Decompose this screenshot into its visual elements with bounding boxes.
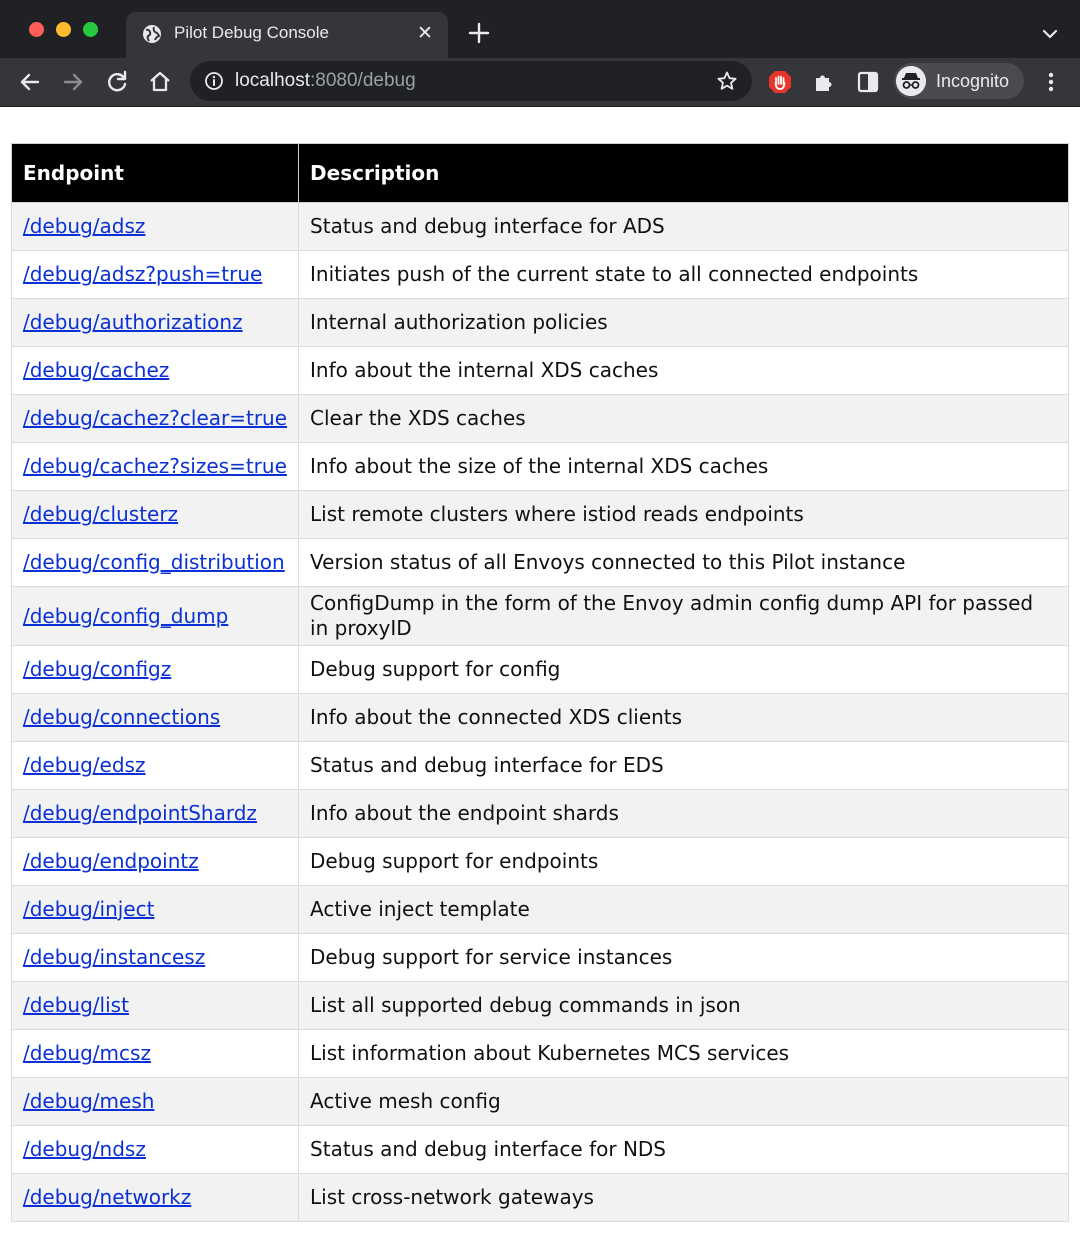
endpoint-link[interactable]: /debug/edsz	[23, 753, 146, 777]
table-row	[12, 251, 1069, 299]
url-host: localhost	[235, 70, 310, 91]
description-cell: Debug support for endpoints	[299, 838, 1069, 886]
table-row	[12, 694, 1069, 742]
description-cell: Active mesh config	[299, 1078, 1069, 1126]
table-row	[12, 347, 1069, 395]
table-row	[12, 1078, 1069, 1126]
endpoint-link[interactable]: /debug/mesh	[23, 1089, 155, 1113]
more-icon[interactable]	[1038, 69, 1064, 95]
table-row	[12, 838, 1069, 886]
table-row	[12, 203, 1069, 251]
endpoint-cell	[12, 1174, 299, 1222]
endpoint-cell	[12, 347, 299, 395]
home-icon[interactable]	[147, 69, 173, 95]
endpoint-link[interactable]: /debug/mcsz	[23, 1041, 151, 1065]
debug-endpoints-table	[11, 143, 1069, 1222]
plus-icon[interactable]	[466, 20, 492, 46]
description-cell: List information about Kubernetes MCS services	[299, 1030, 1069, 1078]
adblock-icon[interactable]	[767, 69, 793, 95]
endpoint-cell	[12, 646, 299, 694]
endpoint-link[interactable]: /debug/config_distribution	[23, 550, 285, 574]
endpoint-link[interactable]: /debug/connections	[23, 705, 221, 729]
endpoint-cell	[12, 838, 299, 886]
window-close-button[interactable]	[29, 22, 44, 37]
endpoint-cell	[12, 742, 299, 790]
table-body	[12, 203, 1069, 1222]
table-row	[12, 587, 1069, 646]
description-cell: List remote clusters where istiod reads endpoints	[299, 491, 1069, 539]
endpoint-link[interactable]: /debug/config_dump	[23, 603, 229, 628]
endpoint-cell	[12, 982, 299, 1030]
address-bar[interactable]	[190, 61, 752, 101]
endpoint-link[interactable]: /debug/clusterz	[23, 502, 179, 526]
endpoint-link[interactable]: /debug/configz	[23, 657, 172, 681]
endpoint-link[interactable]: /debug/cachez	[23, 358, 170, 382]
endpoint-cell	[12, 790, 299, 838]
sidepanel-icon[interactable]	[855, 69, 881, 95]
description-cell: Version status of all Envoys connected to this Pilot instance	[299, 539, 1069, 587]
description-cell: Status and debug interface for ADS	[299, 203, 1069, 251]
description-cell: Info about the endpoint shards	[299, 790, 1069, 838]
endpoint-link[interactable]: /debug/ndsz	[23, 1137, 146, 1161]
endpoint-cell	[12, 1030, 299, 1078]
window-maximize-button[interactable]	[83, 22, 98, 37]
reload-icon[interactable]	[104, 69, 130, 95]
incognito-profile-button[interactable]	[894, 63, 1024, 99]
endpoint-link[interactable]: /debug/inject	[23, 897, 155, 921]
description-cell: Clear the XDS caches	[299, 395, 1069, 443]
table-row	[12, 395, 1069, 443]
table-row	[12, 934, 1069, 982]
table-row	[12, 539, 1069, 587]
table-row	[12, 491, 1069, 539]
endpoint-link[interactable]: /debug/list	[23, 993, 129, 1017]
endpoint-link[interactable]: /debug/instancesz	[23, 945, 206, 969]
tab-title: Pilot Debug Console	[174, 23, 329, 42]
url-path: :8080/debug	[310, 70, 416, 91]
endpoint-cell	[12, 694, 299, 742]
description-cell: ConfigDump in the form of the Envoy admin config dump API for passed in proxyID	[299, 587, 1069, 646]
description-cell: Debug support for config	[299, 646, 1069, 694]
table-row	[12, 1174, 1069, 1222]
endpoint-cell	[12, 395, 299, 443]
endpoint-link[interactable]: /debug/authorizationz	[23, 310, 243, 334]
description-cell: Active inject template	[299, 886, 1069, 934]
table-row	[12, 646, 1069, 694]
description-cell: Initiates push of the current state to all connected endpoints	[299, 251, 1069, 299]
description-cell: Debug support for service instances	[299, 934, 1069, 982]
tab-strip	[0, 0, 1080, 58]
globe-icon	[142, 24, 162, 44]
table-row	[12, 886, 1069, 934]
tab-close-icon[interactable]: ✕	[417, 22, 433, 44]
description-cell: List all supported debug commands in json	[299, 982, 1069, 1030]
endpoint-link[interactable]: /debug/cachez?clear=true	[23, 406, 288, 430]
url-text[interactable]	[235, 70, 416, 92]
endpoint-link[interactable]: /debug/cachez?sizes=true	[23, 454, 287, 478]
browser-toolbar	[0, 58, 1080, 107]
incognito-icon	[896, 66, 926, 96]
description-cell: Info about the connected XDS clients	[299, 694, 1069, 742]
endpoint-cell	[12, 934, 299, 982]
endpoint-cell	[12, 203, 299, 251]
star-icon[interactable]	[716, 70, 738, 92]
table-row	[12, 742, 1069, 790]
table-row	[12, 299, 1069, 347]
table-row	[12, 790, 1069, 838]
page-content	[0, 107, 1080, 1243]
endpoint-link[interactable]: /debug/networkz	[23, 1185, 192, 1209]
endpoint-link[interactable]: /debug/endpointz	[23, 849, 199, 873]
back-icon[interactable]	[17, 69, 43, 95]
extensions-icon[interactable]	[811, 69, 837, 95]
endpoint-cell	[12, 1126, 299, 1174]
description-cell: Internal authorization policies	[299, 299, 1069, 347]
active-tab[interactable]	[126, 12, 448, 58]
incognito-label: Incognito	[936, 71, 1010, 91]
description-cell: Info about the internal XDS caches	[299, 347, 1069, 395]
table-row	[12, 443, 1069, 491]
table-header-row	[12, 144, 1069, 203]
description-cell: Status and debug interface for NDS	[299, 1126, 1069, 1174]
column-header-endpoint: Endpoint	[12, 144, 299, 203]
window-minimize-button[interactable]	[56, 22, 71, 37]
endpoint-cell	[12, 251, 299, 299]
endpoint-cell	[12, 299, 299, 347]
table-row	[12, 1126, 1069, 1174]
endpoint-cell	[12, 539, 299, 587]
table-row	[12, 982, 1069, 1030]
endpoint-cell	[12, 443, 299, 491]
description-cell: Info about the size of the internal XDS caches	[299, 443, 1069, 491]
endpoint-link[interactable]: /debug/adsz?push=true	[23, 262, 263, 286]
forward-icon[interactable]	[60, 69, 86, 95]
endpoint-cell	[12, 886, 299, 934]
info-icon[interactable]	[204, 71, 224, 91]
endpoint-cell	[12, 587, 299, 646]
chevron-down-icon[interactable]	[1040, 24, 1060, 44]
endpoint-link[interactable]: /debug/adsz	[23, 214, 146, 238]
endpoint-cell	[12, 491, 299, 539]
column-header-description: Description	[299, 144, 1069, 203]
table-row	[12, 1030, 1069, 1078]
endpoint-cell	[12, 1078, 299, 1126]
description-cell: Status and debug interface for EDS	[299, 742, 1069, 790]
description-cell: List cross-network gateways	[299, 1174, 1069, 1222]
endpoint-link[interactable]: /debug/endpointShardz	[23, 801, 257, 825]
